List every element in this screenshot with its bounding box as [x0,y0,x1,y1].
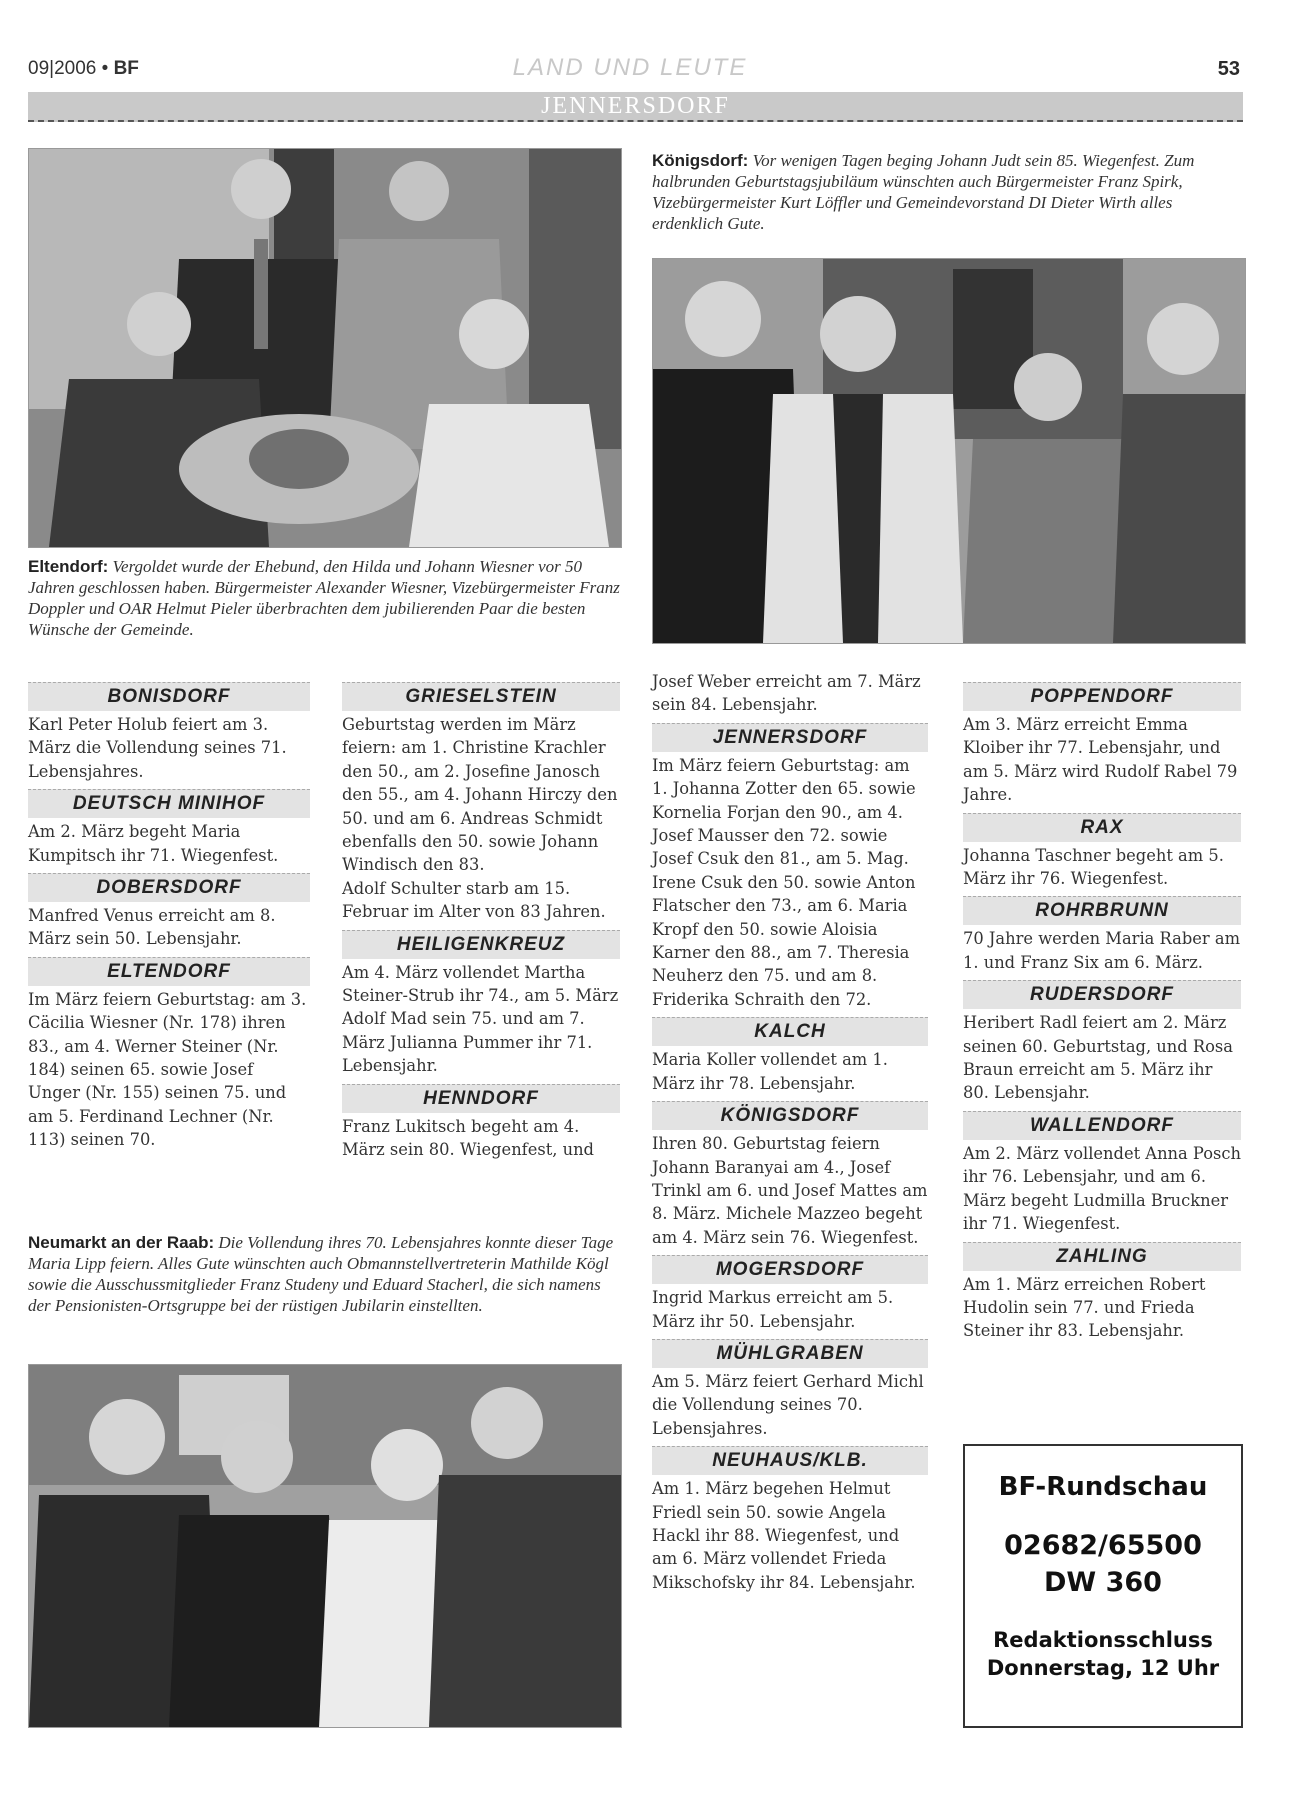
box-phone: 02682/65500 [1004,1530,1202,1561]
column-4 [963,676,1241,1343]
section-text: Adolf Schulter starb am 15. Februar im Alter von 83 Jahren. [342,878,606,922]
caption-koenigsdorf: Königsdorf: Vor wenigen Tagen beging Johann Judt sein 85. Wiegenfest. Zum halbrunden Geburtstagsjubiläum wünschten auch Bürgermeister Franz Spirk, Vizebürgermeister Kurt Löffler und Gemeindevorstand DI Dieter Wirth alles erdenklich Gute. [652,151,1195,233]
caption-neumarkt: Neumarkt an der Raab: Die Vollendung ihres 70. Lebensjahres konnte dieser Tage Maria Lipp feiern. Alles Gute wünschten auch Obmannstellvertreterin Mathilde Kögl sowie die Ausschussmitglieder Franz Studeny und Eduard Stacherl, die sich namens der Pensionisten-Ortsgruppe bei der rüstigen Jubilarin einstellten. [28,1233,614,1315]
section-text: 70 Jahre werden Maria Raber am 1. und Franz Six am 6. März. [963,929,1241,972]
section-text: Josef Weber erreicht am 7. März sein 84. Lebensjahr. [652,672,921,715]
section-heading: DOBERSDORF [28,873,310,902]
section-text: Im März feiern Geburtstag: am 1. Johanna Zotter den 65. sowie Kornelia Forjan den 90., am 4. Josef Mausser den 72. sowie Josef Csuk den 81., am 5. Mag. Irene Csuk den 50. sowie Anton Flatscher den 73., am 6. Maria Kropf den 50. sowie Aloisia Karner den 88., am 7. Theresia Neuherz den 75. und am 8. Friderika Schraith den 72. [652,755,916,1009]
rundschau-info-box [963,1444,1243,1728]
district-title: JENNERSDORF [541,93,730,119]
caption-eltendorf: Eltendorf: Vergoldet wurde der Ehebund, den Hilda und Johann Wiesner vor 50 Jahren geschlossen haben. Bürgermeister Alexander Wiesner, Vizebürgermeister Franz Doppler und OAR Helmut Pieler überbrachten dem jubilierenden Paar die besten Wünsche der Gemeinde. [28,557,620,639]
section-text: Am 5. März feiert Gerhard Michl die Vollendung seines 70. Lebensjahres. [652,1371,924,1438]
section-text: Am 2. März begeht Maria Kumpitsch ihr 71. Wiegenfest. [28,822,279,865]
section-heading: POPPENDORF [963,682,1241,711]
section-heading: BONISDORF [28,682,310,711]
section-heading: RAX [963,813,1241,842]
section-heading: HENNDORF [342,1084,620,1113]
section-heading: ZAHLING [963,1242,1241,1271]
section-heading: ELTENDORF [28,957,310,986]
section-text: Ihren 80. Geburtstag feiern Johann Baranyai am 4., Josef Trinkl am 6. und Josef Mattes am 8. März. Michele Mazzeo begeht am 4. März sein 76. Wiegenfest. [652,1134,928,1247]
section-text: Im März feiern Geburtstag: am 3. Cäcilia Wiesner (Nr. 178) ihren 83., am 4. Werner Steiner (Nr. 184) seinen 65. sowie Josef Unger (Nr. 155) seinen 75. und am 5. Ferdinand Lechner (Nr. 113) seinen 70. [28,989,307,1150]
magazine-name: BF [113,58,139,79]
section-text: Am 4. März vollendet Martha Steiner-Strub ihr 74., am 5. März Adolf Mad sein 75. und am 7. März Julianna Pummer ihr 71. Lebensjahr. [342,962,619,1076]
column-3 [652,670,928,1594]
box-deadline-label: Redaktionsschluss [993,1628,1213,1652]
column-2 [342,676,620,1162]
section-heading: KÖNIGSDORF [652,1101,928,1130]
photo-koenigsdorf [652,258,1246,644]
page-number: 53 [1217,58,1240,80]
section-text: Am 1. März begehen Helmut Friedl sein 50. sowie Angela Hackl ihr 88. Wiegenfest, und am 6. März vollendet Frieda Mikschofsky ihr 84. Lebensjahr. [652,1479,916,1592]
box-title: BF-Rundschau [998,1472,1208,1502]
section-heading: HEILIGENKREUZ [342,930,620,959]
section-text: Am 2. März vollendet Anna Posch ihr 76. Lebensjahr, und am 6. März begeht Ludmilla Bruckner ihr 71. Wiegenfest. [963,1143,1241,1234]
section-text: Franz Lukitsch begeht am 4. März sein 80. Wiegenfest, und [342,1116,594,1160]
section-text: Geburtstag werden im März feiern: am 1. Christine Krachler den 50., am 2. Josefine Janosch den 55., am 4. Johann Hirczy den 50. und am 6. Andreas Schmidt ebenfalls den 50. sowie Johann Windisch den 83. [342,715,618,875]
column-1 [28,676,310,1152]
section-text: Am 3. März erreicht Emma Kloiber ihr 77. Lebensjahr, und am 5. März wird Rudolf Rabel 79 Jahre. [963,715,1238,805]
section-text: Karl Peter Holub feiert am 3. März die Vollendung seines 71. Lebensjahres. [28,715,287,781]
photo-neumarkt [28,1364,622,1728]
photo-eltendorf [28,148,622,548]
section-heading: MÜHLGRABEN [652,1339,928,1368]
district-banner [28,92,1243,122]
section-text: Manfred Venus erreicht am 8. März sein 50. Lebensjahr. [28,906,276,949]
section-text: Heribert Radl feiert am 2. März seinen 60. Geburtstag, und Rosa Braun erreicht am 5. März ihr 80. Lebensjahr. [963,1013,1233,1103]
box-extension: DW 360 [1044,1567,1162,1598]
section-text: Ingrid Markus erreicht am 5. März ihr 50. Lebensjahr. [652,1288,894,1331]
section-heading: GRIESELSTEIN [342,682,620,711]
section-text: Johanna Taschner begeht am 5. März ihr 76. Wiegenfest. [963,845,1224,889]
section-heading: MOGERSDORF [652,1255,928,1284]
box-deadline-time: Donnerstag, 12 Uhr [986,1656,1220,1680]
issue-date: 09|2006 • BF [28,58,139,79]
section-title: LAND UND LEUTE [512,54,748,81]
section-heading: ROHRBRUNN [963,896,1241,925]
section-text: Maria Koller vollendet am 1. März ihr 78. Lebensjahr. [652,1050,888,1093]
section-text: Am 1. März erreichen Robert Hudolin sein 77. und Frieda Steiner ihr 83. Lebensjahr. [963,1274,1206,1341]
section-heading: WALLENDORF [963,1111,1241,1140]
section-heading: JENNERSDORF [652,723,928,752]
section-heading: DEUTSCH MINIHOF [28,789,310,818]
section-heading: NEUHAUS/KLB. [652,1446,928,1475]
section-heading: KALCH [652,1017,928,1046]
section-heading: RUDERSDORF [963,980,1241,1009]
